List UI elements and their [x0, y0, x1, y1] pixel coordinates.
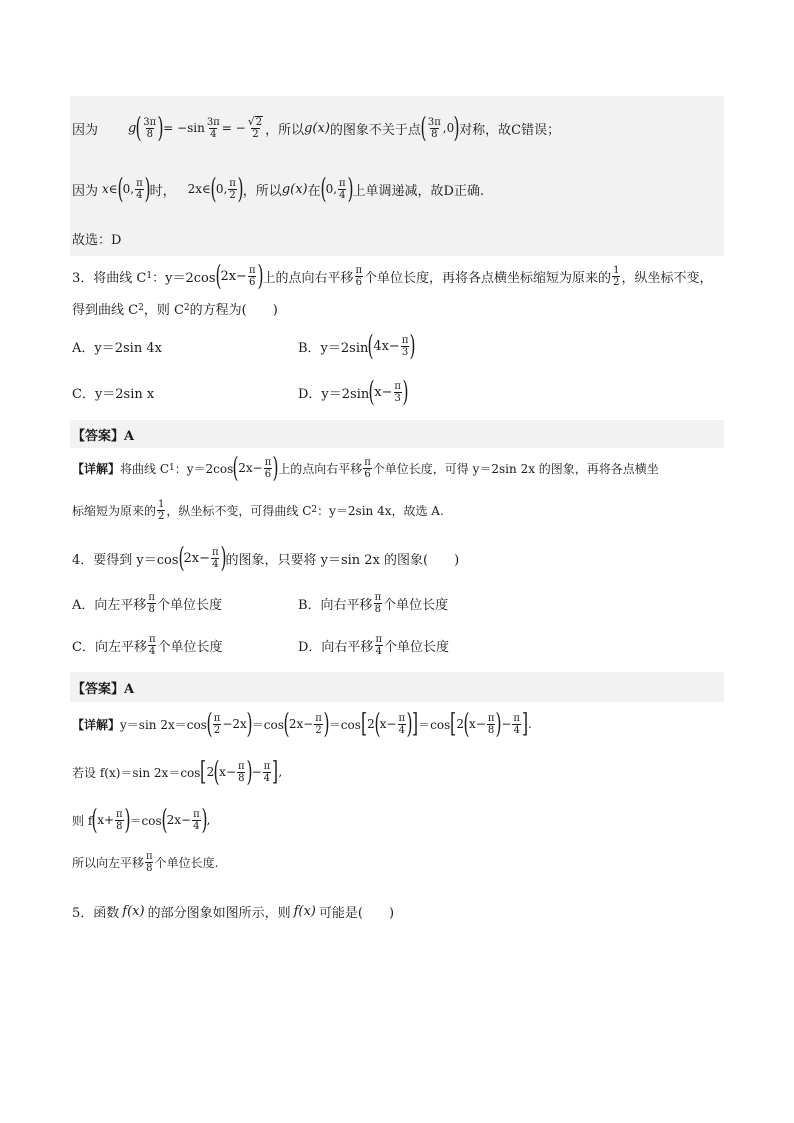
fraction-pi-4: $\frac{\pi}{4}$	[211, 546, 219, 570]
text: 所以向左平移	[72, 855, 145, 870]
text: ：y＝2cos	[152, 270, 216, 286]
math-fx: f(x)	[293, 903, 316, 919]
text: 时，	[149, 183, 176, 199]
text: A．向左平移	[72, 597, 147, 613]
math-text: 2x−	[183, 550, 210, 566]
text: 故选：D	[72, 232, 122, 248]
fraction-3pi-8-point: $\frac{3\pi}{8}$	[427, 116, 441, 140]
text: 4．要得到 y＝cos	[72, 552, 179, 568]
solution-line-d: 因为 x∈ ( 0, $\frac{\pi}{4}$ ) 时， 2x∈ ( 0, $\frac{\pi}{2}$ ) ，所以 g(x) 在 ( 0, $\frac{\pi}{4}$ ) 上单调递减，故D正确.	[72, 172, 485, 205]
answer-block-q4	[70, 672, 724, 702]
text: 上的点向右平移	[262, 270, 354, 286]
text: ，纵坐标不变，可得曲线 C	[166, 503, 312, 518]
fraction-pi-2: $\frac{\pi}{2}$	[213, 712, 221, 736]
fraction-pi-6: $\frac{\pi}{6}$	[248, 264, 256, 288]
option-b[interactable]: B．y＝2sin ( 4x− $\frac{\pi}{3}$ )	[298, 329, 416, 362]
text: 将曲线 C	[120, 461, 170, 476]
text: C．y＝2sin x	[72, 386, 155, 402]
question-3-line-1: 3．将曲线 C 1 ：y＝2cos ( 2x− $\frac{\pi}{6}$ ) 上的点向右平移 $\frac{\pi}{6}$ 个单位长度，再将各点横坐标缩短为原来的 $\frac{1}{2}$ ，纵坐标不变，	[72, 259, 713, 292]
text: y＝sin 2x＝cos	[120, 717, 207, 732]
fraction-pi-6: $\frac{\pi}{6}$	[364, 456, 371, 480]
fraction-pi-2: $\frac{\pi}{2}$	[315, 712, 322, 736]
text: ：y＝2sin 4x，故选 A.	[317, 503, 444, 518]
text: 在	[307, 183, 321, 199]
option-a[interactable]	[72, 588, 222, 618]
fraction-pi-8: $\frac{\pi}{8}$	[487, 712, 495, 736]
math-text: x−	[374, 384, 393, 400]
fraction-pi-4: $\frac{\pi}{4}$	[136, 177, 143, 201]
fraction-sqrt2-2: $\frac{√2}{2}$	[247, 115, 263, 140]
math-text: ＝cos	[251, 717, 284, 732]
question-4: 4．要得到 y＝cos ( 2x− $\frac{\pi}{4}$ ) 的图象，只要将 y＝sin 2x 的图象( )	[72, 541, 460, 574]
text: 的图象，只要将 y＝sin 2x 的图象( )	[225, 552, 460, 568]
fraction-pi-8: $\frac{\pi}{8}$	[148, 591, 155, 615]
fraction-pi-4: $\frac{\pi}{4}$	[148, 633, 156, 657]
text: 上的点向右平移	[278, 461, 363, 476]
text: 的图象不关于点	[329, 122, 421, 138]
fraction-pi-4: $\frac{\pi}{4}$	[263, 760, 271, 784]
math-text: 2	[456, 717, 465, 731]
math-text: 2x−	[220, 268, 247, 284]
text: 个单位长度.	[154, 855, 219, 870]
math-text: ,	[206, 813, 211, 827]
fraction-pi-4: $\frac{\pi}{4}$	[375, 633, 383, 657]
text: 【答案】A	[72, 428, 135, 444]
math-text: 0,	[122, 182, 135, 196]
fraction-1-2: $\frac{1}{2}$	[613, 264, 620, 288]
option-b[interactable]	[298, 588, 448, 618]
text: 5．函数	[72, 905, 120, 921]
text: 个单位长度，可得 y＝2sin 2x 的图象，再将各点横坐	[372, 461, 659, 476]
math-text: −	[501, 717, 512, 731]
math-text: x+	[97, 813, 115, 827]
math-text: ＝cos	[328, 717, 361, 732]
math-text: 2x−	[238, 461, 263, 475]
text: 标缩短为原来的	[72, 503, 157, 518]
text: 因为	[72, 122, 99, 138]
answer-4-detail-1: 【详解】 y＝sin 2x＝cos ( $\frac{\pi}{2}$ −2x ) ＝cos ( 2x− $\frac{\pi}{2}$ ) ＝cos [ 2 ( x− $\frac{\pi}{4}$ ) ] ＝cos [ 2 ( x− $\frac{\pi}{8}$ ) − $\frac{\pi}{4}$ ] .	[72, 707, 532, 740]
fraction-pi-4: $\frac{\pi}{4}$	[513, 712, 520, 736]
math-text: ＝cos	[129, 813, 162, 828]
text: 【答案】A	[72, 681, 135, 697]
text: 因为	[72, 183, 99, 199]
fraction-3pi-4: $\frac{3\pi}{4}$	[206, 116, 220, 140]
answer-4-detail-2: 若设 f(x)＝sin 2x＝cos [ 2 ( x− $\frac{\pi}{8}$ ) − $\frac{\pi}{4}$ ] ,	[72, 755, 283, 788]
math-text: = −sin	[163, 121, 205, 135]
text: 则 f	[72, 813, 93, 828]
option-c[interactable]	[72, 380, 154, 404]
math-gx: g(x)	[281, 181, 308, 197]
answer-4-label	[72, 677, 134, 697]
text: B．向右平移	[298, 597, 373, 613]
text: D．向右平移	[298, 639, 374, 655]
fraction-pi-3: $\frac{\pi}{3}$	[394, 380, 401, 404]
detail-label: 【详解】	[72, 461, 121, 476]
answer-4-detail-3: 则 f ( x+ $\frac{\pi}{8}$ ) ＝cos ( 2x− $\frac{\pi}{4}$ ) ,	[72, 803, 211, 836]
math-text: x−	[219, 765, 236, 779]
answer-3-label	[72, 424, 134, 444]
math-text: 2x−	[288, 717, 314, 731]
math-text: 0,	[325, 182, 338, 196]
math-text: −2x	[222, 717, 247, 731]
solution-choice	[72, 228, 121, 248]
fraction-pi-3: $\frac{\pi}{3}$	[401, 334, 409, 358]
fraction-pi-6: $\frac{\pi}{6}$	[264, 456, 272, 480]
text: 个单位长度	[383, 597, 449, 613]
math-text: x−	[468, 717, 486, 731]
text: 个单位长度，再将各点横坐标缩短为原来的	[364, 270, 612, 286]
text: 可能是( )	[318, 905, 395, 921]
text: ，所以	[265, 122, 305, 138]
fraction-3pi-8: $\frac{3\pi}{8}$	[143, 116, 157, 140]
text: 个单位长度	[156, 597, 222, 613]
fraction-pi-8: $\frac{\pi}{8}$	[238, 760, 245, 784]
solution-line-c: 因为 g ( $\frac{3\pi}{8}$ ) = −sin $\frac{3\pi}{4}$ = − $\frac{√2}{2}$ ，所以 g(x) 的图象不关于点 ( $\frac{3\pi}{8}$ ,0 ) 对称，故C错误；	[72, 111, 561, 144]
math-text: 4x−	[373, 338, 400, 354]
math-text: 2	[206, 765, 215, 779]
fraction-pi-4: $\frac{\pi}{4}$	[398, 712, 406, 736]
math-text: x∈	[102, 182, 118, 196]
fraction-pi-8: $\frac{\pi}{8}$	[374, 591, 382, 615]
math-text: .	[528, 717, 532, 731]
fraction-pi-8: $\frac{\pi}{8}$	[116, 808, 123, 832]
text: 的部分图象如图所示，则	[147, 905, 291, 921]
text: ，纵坐标不变，	[621, 270, 713, 286]
math-fx: f(x)	[122, 903, 145, 919]
math-text: x−	[379, 717, 397, 731]
question-5	[72, 900, 394, 922]
answer-block-q3	[70, 420, 724, 448]
math-text: ,0	[442, 121, 455, 135]
text: 个单位长度	[384, 639, 450, 655]
text: 得到曲线 C	[72, 302, 139, 318]
answer-3-detail-1: 【详解】 将曲线 C 1 ：y＝2cos ( 2x− $\frac{\pi}{6}$ ) 上的点向右平移 $\frac{\pi}{6}$ 个单位长度，可得 y＝2sin 2x 的图象，再将各点横坐	[72, 451, 659, 484]
math-g: g	[128, 120, 137, 136]
text: A．y＝2sin 4x	[72, 340, 162, 356]
math-text: ＝cos	[418, 717, 451, 732]
text: ，则 C	[143, 302, 184, 318]
option-c[interactable]	[72, 630, 223, 660]
math-text: 2x−	[166, 813, 192, 827]
text: 若设 f(x)＝sin 2x＝cos	[72, 765, 201, 780]
option-d[interactable]: D．y＝2sin ( x− $\frac{\pi}{3}$ )	[298, 375, 409, 408]
math-gx: g(x)	[304, 120, 330, 136]
math-text: ,	[278, 765, 283, 779]
fraction-pi-6: $\frac{\pi}{6}$	[355, 264, 363, 288]
text: 个单位长度	[157, 639, 223, 655]
text: C．向左平移	[72, 639, 147, 655]
text: ，所以	[242, 183, 282, 199]
fraction-pi-8: $\frac{\pi}{8}$	[146, 850, 153, 874]
fraction-1-2: $\frac{1}{2}$	[158, 498, 165, 522]
math-text: 0,	[215, 182, 228, 196]
text: 的方程为( )	[189, 302, 278, 318]
answer-4-detail-4	[72, 846, 218, 878]
option-a[interactable]	[72, 334, 162, 358]
text: 3．将曲线 C	[72, 270, 147, 286]
option-d[interactable]	[298, 630, 449, 660]
text: B．y＝2sin	[298, 340, 369, 356]
fraction-pi-4: $\frac{\pi}{4}$	[339, 177, 346, 201]
text: 对称，故C错误；	[459, 122, 561, 138]
text: 上单调递减，故D正确.	[352, 183, 485, 199]
text: ：y＝2cos	[174, 461, 234, 476]
fraction-pi-2: $\frac{\pi}{2}$	[229, 177, 236, 201]
detail-label: 【详解】	[72, 717, 121, 732]
text: D．y＝2sin	[298, 386, 370, 402]
math-text: 2x∈	[187, 182, 211, 196]
math-text: 2	[367, 717, 375, 731]
math-text: −	[251, 765, 262, 779]
question-3-line-2: 得到曲线 C 2 ，则 C 2 的方程为( )	[72, 298, 278, 318]
answer-3-detail-2: 标缩短为原来的 $\frac{1}{2}$ ，纵坐标不变，可得曲线 C 2 ：y＝2sin 4x，故选 A.	[72, 498, 444, 522]
math-text: = −	[221, 121, 246, 135]
fraction-pi-4: $\frac{\pi}{4}$	[193, 808, 200, 832]
